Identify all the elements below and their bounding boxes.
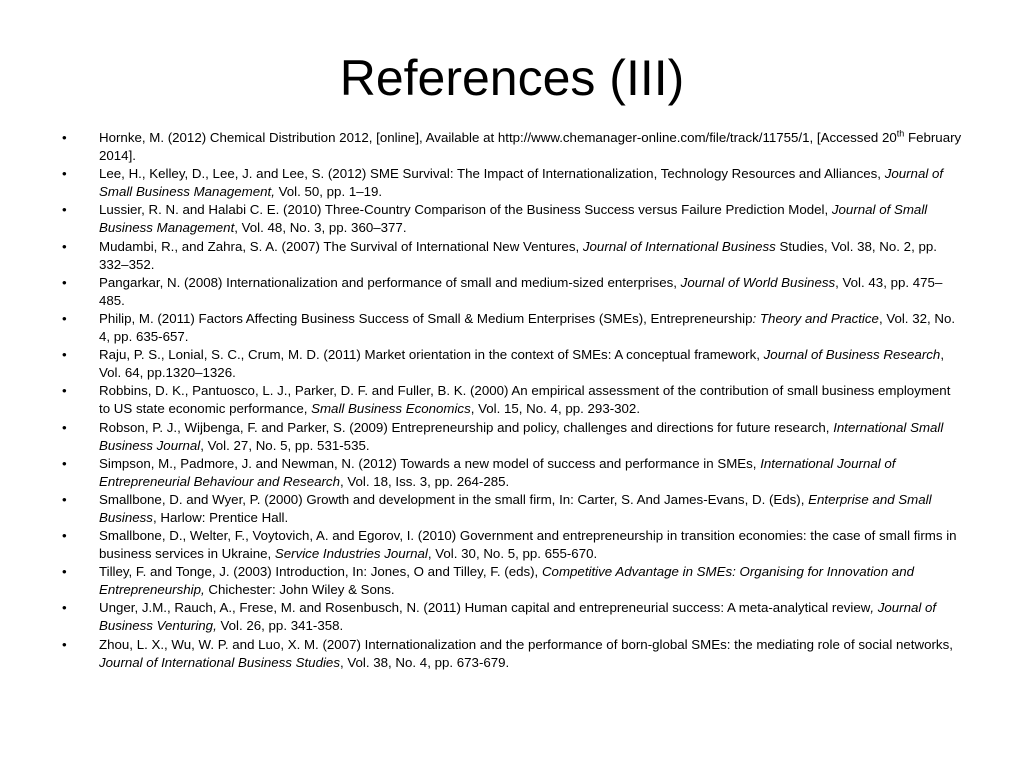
reference-segment: , Vol. 48, No. 3, pp. 360–377. xyxy=(234,220,407,236)
bullet-icon: • xyxy=(62,347,67,363)
reference-segment: Robson, P. J., Wijbenga, F. and Parker, S. (2009) Entrepreneurship and policy, challenges and directions for future research, xyxy=(99,419,834,435)
reference-segment: Lussier, R. N. and Halabi C. E. (2010) Three-Country Comparison of the Business Success versus Failure Prediction Model, xyxy=(99,202,832,218)
reference-italic: : Theory and Practice xyxy=(752,310,879,326)
reference-italic: Journal of Small Business Management xyxy=(99,202,928,236)
reference-item xyxy=(62,382,962,418)
reference-italic: Small Business Economics xyxy=(311,401,471,417)
reference-segment: , Harlow: Prentice Hall. xyxy=(152,509,289,525)
bullet-icon: • xyxy=(62,130,67,145)
bullet-icon: • xyxy=(62,600,67,616)
reference-italic: , Journal of Business Venturing, xyxy=(99,600,937,634)
reference-italic: Competitive Advantage in SMEs: Organising for Innovation and Entrepreneurship, xyxy=(99,564,914,598)
reference-text xyxy=(99,239,937,272)
reference-text xyxy=(99,275,942,308)
reference-segment: Hornke, M. (2012) Chemical Distribution 2012, [online], Available at http://www.chemanager-online.com/file/track/11755/1, [Accessed 20 xyxy=(99,130,897,145)
reference-segment: , Vol. 27, No. 5, pp. 531-535. xyxy=(200,437,370,453)
reference-segment: Studies, Vol. 38, No. 2, pp. 332–352. xyxy=(99,238,937,272)
reference-list xyxy=(62,129,962,672)
bullet-icon: • xyxy=(62,528,67,544)
reference-item xyxy=(62,129,962,165)
bullet-icon: • xyxy=(62,238,67,254)
reference-segment: Mudambi, R., and Zahra, S. A. (2007) The Survival of International New Ventures, xyxy=(99,238,583,254)
reference-segment: Pangarkar, N. (2008) Internationalization and performance of small and medium-sized enterprises, xyxy=(99,274,681,290)
reference-segment: Tilley, F. and Tonge, J. (2003) Introduction, In: Jones, O and Tilley, F. (eds), xyxy=(99,564,542,580)
reference-italic: Journal of International Business xyxy=(582,238,776,254)
reference-text xyxy=(99,130,961,163)
bullet-icon: • xyxy=(62,564,67,580)
reference-italic: Journal of Business Research xyxy=(763,347,941,363)
bullet-icon: • xyxy=(62,166,67,182)
bullet-icon: • xyxy=(62,383,67,399)
reference-item xyxy=(62,165,962,201)
reference-text xyxy=(99,528,957,561)
bullet-icon: • xyxy=(62,310,67,326)
reference-segment: , Vol. 32, No. 4, pp. 635-657. xyxy=(99,310,956,344)
reference-text xyxy=(99,637,953,670)
reference-italic: International Small Business Journal xyxy=(99,419,944,453)
reference-superscript: th xyxy=(896,128,905,139)
bullet-icon: • xyxy=(62,491,67,507)
reference-segment: Robbins, D. K., Pantuosco, L. J., Parker, D. F. and Fuller, B. K. (2000) An empirical assessment of the contribution of small business employment to US state economic performance, xyxy=(99,383,951,417)
reference-segment: , Vol. 15, No. 4, pp. 293-302. xyxy=(470,401,641,417)
reference-text xyxy=(99,492,932,525)
reference-segment: Smallbone, D., Welter, F., Voytovich, A. and Egorov, I. (2010) Government and entrepreneurship in transition economies: the case of small firms in business services in Ukraine, xyxy=(99,528,957,562)
reference-item xyxy=(62,238,962,274)
reference-segment: Vol. 26, pp. 341-358. xyxy=(216,618,344,634)
reference-italic: Enterprise and Small Business xyxy=(99,491,932,525)
reference-italic: Journal of World Business xyxy=(680,274,836,290)
reference-segment: , Vol. 38, No. 4, pp. 673-679. xyxy=(339,654,510,670)
reference-text xyxy=(99,420,943,453)
reference-segment: Chichester: John Wiley & Sons. xyxy=(204,582,395,598)
bullet-icon: • xyxy=(62,274,67,290)
reference-item xyxy=(62,346,962,382)
reference-item xyxy=(62,636,962,672)
reference-item xyxy=(62,599,962,635)
reference-italic: International Journal of Entrepreneurial Behaviour and Research xyxy=(99,455,896,489)
reference-item xyxy=(62,201,962,237)
reference-segment: Vol. 50, pp. 1–19. xyxy=(274,184,383,200)
reference-segment: Simpson, M., Padmore, J. and Newman, N. (2012) Towards a new model of success and performance in SMEs, xyxy=(99,455,761,471)
bullet-icon: • xyxy=(62,202,67,218)
reference-segment: Zhou, L. X., Wu, W. P. and Luo, X. M. (2007) Internationalization and the performance of born-global SMEs: the mediating role of social networks, xyxy=(99,636,953,652)
reference-segment: , Vol. 64, pp.1320–1326. xyxy=(99,347,945,381)
reference-item xyxy=(62,455,962,491)
reference-item xyxy=(62,527,962,563)
reference-segment: Lee, H., Kelley, D., Lee, J. and Lee, S. (2012) SME Survival: The Impact of Internationalization, Technology Resources and Alliances, xyxy=(99,166,885,182)
bullet-icon: • xyxy=(62,636,67,652)
reference-item xyxy=(62,563,962,599)
reference-segment: , Vol. 18, Iss. 3, pp. 264-285. xyxy=(339,473,510,489)
reference-text xyxy=(99,600,936,633)
reference-text xyxy=(99,202,927,235)
bullet-icon: • xyxy=(62,455,67,471)
reference-item xyxy=(62,419,962,455)
reference-text xyxy=(99,347,944,380)
reference-item xyxy=(62,310,962,346)
slide-title: References (III) xyxy=(339,50,685,106)
reference-segment: Unger, J.M., Rauch, A., Frese, M. and Rosenbusch, N. (2011) Human capital and entrepreneurial success: A meta-analytical review xyxy=(99,600,871,616)
reference-italic: Journal of Small Business Management, xyxy=(99,166,944,200)
reference-italic: Journal of International Business Studies xyxy=(99,654,340,670)
reference-segment: February 2014]. xyxy=(99,130,962,163)
reference-text xyxy=(99,311,955,344)
reference-text xyxy=(99,383,950,416)
reference-segment: , Vol. 43, pp. 475–485. xyxy=(99,274,943,308)
reference-segment: Smallbone, D. and Wyer, P. (2000) Growth and development in the small firm, In: Carter, S. And James-Evans, D. (Eds), xyxy=(99,491,809,507)
reference-segment: , Vol. 30, No. 5, pp. 655-670. xyxy=(427,546,598,562)
reference-item xyxy=(62,274,962,310)
reference-item xyxy=(62,491,962,527)
reference-segment: Raju, P. S., Lonial, S. C., Crum, M. D. (2011) Market orientation in the context of SMEs: A conceptual framework, xyxy=(99,347,764,363)
reference-italic: Service Industries Journal xyxy=(274,546,428,562)
bullet-icon: • xyxy=(62,419,67,435)
reference-text xyxy=(99,166,943,199)
reference-segment: Philip, M. (2011) Factors Affecting Business Success of Small & Medium Enterprises (SMEs), Entrepreneurship xyxy=(99,310,753,326)
reference-text xyxy=(99,564,914,597)
reference-text xyxy=(99,456,895,489)
